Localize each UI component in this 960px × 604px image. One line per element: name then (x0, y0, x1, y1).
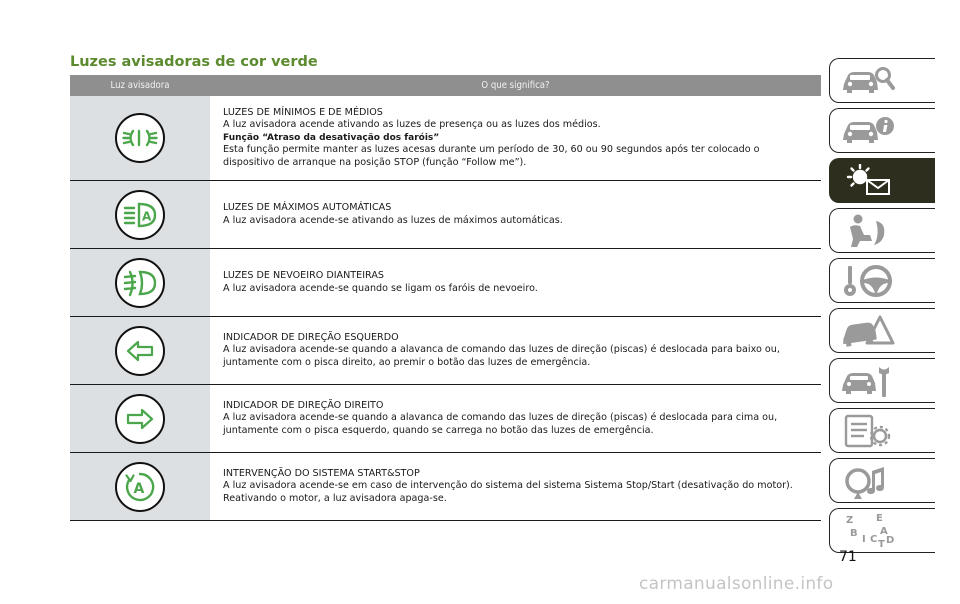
car-search-icon (840, 64, 896, 98)
description-cell (210, 453, 821, 520)
description-cell (210, 249, 821, 316)
light-heading: LUZES DE NEVOEIRO DIANTEIRAS (223, 270, 384, 281)
front-fog-light-icon (115, 258, 165, 308)
table-row (70, 453, 821, 521)
key-steering-wheel-icon (840, 263, 896, 299)
car-info-icon (840, 114, 896, 148)
tab-technical-data[interactable] (829, 408, 935, 453)
light-description: A luz avisadora acende ativando as luzes de presença ou as luzes dos médios. (223, 119, 601, 131)
description-cell (210, 96, 821, 180)
index-letter: Z (846, 514, 854, 526)
car-breakdown-icon (840, 313, 896, 349)
warning-light-message-icon (840, 164, 900, 198)
tab-index[interactable] (829, 508, 935, 553)
right-turn-signal-icon (115, 394, 165, 444)
light-heading: INTERVENÇÃO DO SISTEMA START&STOP (223, 467, 420, 479)
description-cell (210, 317, 821, 384)
column-header-meaning: O que significa? (481, 80, 550, 91)
warning-lights-table (70, 75, 821, 521)
svg-text:A: A (133, 480, 145, 497)
function-subheading: Função “Atraso da desativação dos faróis” (223, 132, 440, 143)
index-letter: T (878, 538, 885, 550)
page-title: Luzes avisadoras de cor verde (70, 54, 318, 70)
start-stop-icon (115, 462, 165, 512)
index-letter: E (876, 512, 883, 524)
watermark: carmanualsonline.info (639, 574, 834, 594)
alphabetical-index-icon (840, 512, 900, 550)
tab-info[interactable] (829, 108, 935, 153)
icon-cell (70, 249, 210, 316)
table-row (70, 317, 821, 385)
left-turn-signal-icon (115, 326, 165, 376)
description-cell (210, 385, 821, 452)
icon-cell (70, 181, 210, 248)
light-description: A luz avisadora acende-se ativando as luzes de máximos automáticas. (223, 214, 563, 226)
tab-getting-to-know-car[interactable] (829, 58, 935, 103)
icon-cell (70, 453, 210, 520)
table-row (70, 181, 821, 249)
light-description: A luz avisadora acende-se quando a alavanca de comando das luzes de direção (piscas) é deslocada para baixo ou, juntamente com o pisca direito, ao premir o botão das luzes de emergência. (223, 344, 780, 368)
chapter-tabs (829, 58, 935, 558)
icon-cell (70, 317, 210, 384)
index-letter: A (880, 525, 888, 537)
icon-cell (70, 385, 210, 452)
passenger-airbag-icon (840, 213, 896, 249)
index-letter: I (862, 533, 866, 545)
function-description: Esta função permite manter as luzes acesas durante um período de 30, 60 ou 90 segundos após ter colocado o dispositivo de arranque na posição STOP (função “Follow me”). (223, 144, 760, 168)
tab-starting-driving[interactable] (829, 258, 935, 303)
description-cell (210, 181, 821, 248)
multimedia-icon (840, 463, 896, 499)
column-header-light: Luz avisadora (110, 80, 170, 91)
light-description: A luz avisadora acende-se quando se ligam os faróis de nevoeiro. (223, 282, 538, 294)
car-maintenance-icon (840, 363, 896, 399)
tab-multimedia[interactable] (829, 458, 935, 503)
index-letter: C (870, 533, 878, 545)
tab-safety[interactable] (829, 208, 935, 253)
table-row (70, 249, 821, 317)
light-description: A luz avisadora acende-se quando a alavanca de comando das luzes de direção (piscas) é deslocada para cima ou, juntamente com o pisca esquerdo, quando se carrega no botão das luzes de emergência. (223, 412, 778, 436)
tab-warning-lights[interactable] (829, 158, 935, 203)
svg-text:A: A (142, 209, 152, 223)
table-header (70, 75, 821, 96)
light-heading: LUZES DE MÍNIMOS E DE MÉDIOS (223, 106, 383, 118)
index-letter: D (886, 534, 895, 546)
icon-cell (70, 96, 210, 180)
auto-high-beam-icon (115, 190, 165, 240)
tab-maintenance[interactable] (829, 358, 935, 403)
light-heading: LUZES DE MÁXIMOS AUTOMÁTICAS (223, 202, 392, 213)
table-row (70, 385, 821, 453)
light-heading: INDICADOR DE DIREÇÃO ESQUERDO (223, 331, 399, 343)
page-number: 71 (839, 549, 857, 565)
side-lights-icon (115, 113, 165, 163)
table-row (70, 96, 821, 181)
tab-emergency[interactable] (829, 308, 935, 353)
light-heading: INDICADOR DE DIREÇÃO DIREITO (223, 399, 384, 411)
index-letter: B (850, 527, 858, 539)
technical-data-icon (840, 413, 896, 449)
light-description: A luz avisadora acende-se em caso de intervenção do sistema del sistema Sistema Stop/Start (desativação do motor). Reativando o motor, a luz avisadora apaga-se. (223, 480, 793, 504)
